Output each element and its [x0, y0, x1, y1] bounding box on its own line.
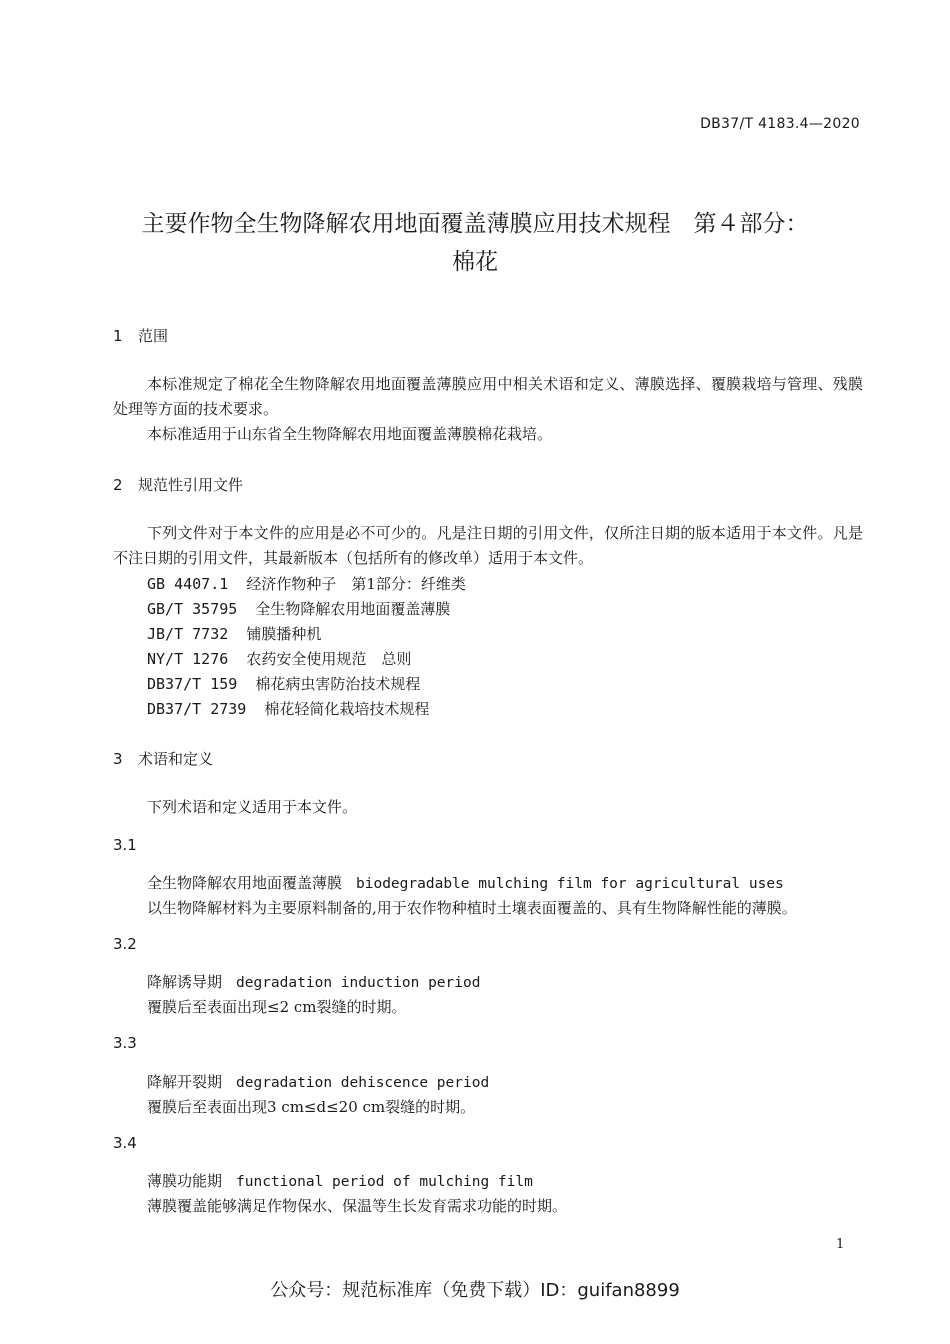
- section-number: 2: [113, 476, 123, 494]
- section-title: 术语和定义: [138, 750, 214, 768]
- reference-name: 棉花轻简化栽培技术规程: [264, 700, 430, 718]
- reference-name: 农药安全使用规范 总则: [246, 650, 412, 668]
- term-en: degradation induction period: [236, 975, 481, 991]
- section-heading-references: [113, 474, 243, 495]
- term-zh: 薄膜功能期: [147, 1172, 223, 1190]
- reference-code: GB/T 35795: [147, 600, 238, 618]
- reference-code: JB/T 7732: [147, 625, 229, 643]
- reference-item: [147, 698, 429, 719]
- term-definition: 覆膜后至表面出现3 cm≤d≤20 cm裂缝的时期。: [147, 1098, 476, 1116]
- reference-code: DB37/T 159: [147, 675, 238, 693]
- clause-number: 3.2: [113, 935, 137, 953]
- reference-item: [147, 598, 450, 619]
- reference-code: NY/T 1276: [147, 650, 229, 668]
- term-definition: 薄膜覆盖能够满足作物保水、保温等生长发育需求功能的时期。: [147, 1197, 568, 1215]
- reference-name: 铺膜播种机: [246, 625, 322, 643]
- clause-number: 3.1: [113, 836, 137, 854]
- clause-number: 3.3: [113, 1034, 137, 1052]
- terms-intro: 下列术语和定义适用于本文件。: [147, 798, 358, 816]
- term-definition: 以生物降解材料为主要原料制备的,用于农作物种植时土壤表面覆盖的、具有生物降解性能的薄膜。: [147, 899, 797, 917]
- term-en: biodegradable mulching film for agricultural uses: [356, 876, 784, 892]
- reference-name: 全生物降解农用地面覆盖薄膜: [255, 600, 451, 618]
- references-paragraph: 下列文件对于本文件的应用是必不可少的。凡是注日期的引用文件，仅所注日期的版本适用于本文件。凡是不注日期的引用文件，其最新版本（包括所有的修改单）适用于本文件。: [113, 524, 863, 567]
- section-number: 1: [113, 327, 123, 345]
- term-entry: [147, 1071, 489, 1092]
- reference-item: [147, 648, 411, 669]
- reference-name: 经济作物种子 第1部分：纤维类: [246, 575, 466, 593]
- term-entry: [147, 971, 480, 992]
- scope-paragraph-2: 本标准适用于山东省全生物降解农用地面覆盖薄膜棉花栽培。: [147, 425, 553, 443]
- standard-code: DB37/T 4183.4—2020: [700, 116, 860, 132]
- reference-code: DB37/T 2739: [147, 700, 247, 718]
- clause-number: 3.4: [113, 1134, 137, 1152]
- section-heading-terms: [113, 748, 213, 769]
- section-number: 3: [113, 750, 123, 768]
- term-entry: [147, 1170, 533, 1191]
- reference-code: GB 4407.1: [147, 575, 229, 593]
- page-number: 1: [836, 1237, 845, 1252]
- reference-item: [147, 673, 420, 694]
- reference-item: [147, 623, 321, 644]
- document-title: 主要作物全生物降解农用地面覆盖薄膜应用技术规程 第４部分：: [141, 211, 809, 237]
- term-zh: 全生物降解农用地面覆盖薄膜: [147, 874, 343, 892]
- section-title: 范围: [138, 327, 169, 345]
- footer-watermark: 公众号：规范标准库（免费下载）ID：guifan8899: [270, 1280, 680, 1301]
- document-title-line2: 棉花: [452, 249, 498, 275]
- reference-name: 棉花病虫害防治技术规程: [255, 675, 421, 693]
- term-definition: 覆膜后至表面出现≤2 cm裂缝的时期。: [147, 998, 407, 1016]
- term-zh: 降解开裂期: [147, 1073, 223, 1091]
- term-entry: [147, 872, 784, 893]
- reference-item: [147, 573, 466, 594]
- term-en: functional period of mulching film: [236, 1174, 533, 1190]
- scope-paragraph-1: 本标准规定了棉花全生物降解农用地面覆盖薄膜应用中相关术语和定义、薄膜选择、覆膜栽培与管理、残膜处理等方面的技术要求。: [113, 375, 863, 418]
- section-heading-scope: [113, 325, 168, 346]
- section-title: 规范性引用文件: [138, 476, 244, 494]
- term-en: degradation dehiscence period: [236, 1075, 490, 1091]
- term-zh: 降解诱导期: [147, 973, 223, 991]
